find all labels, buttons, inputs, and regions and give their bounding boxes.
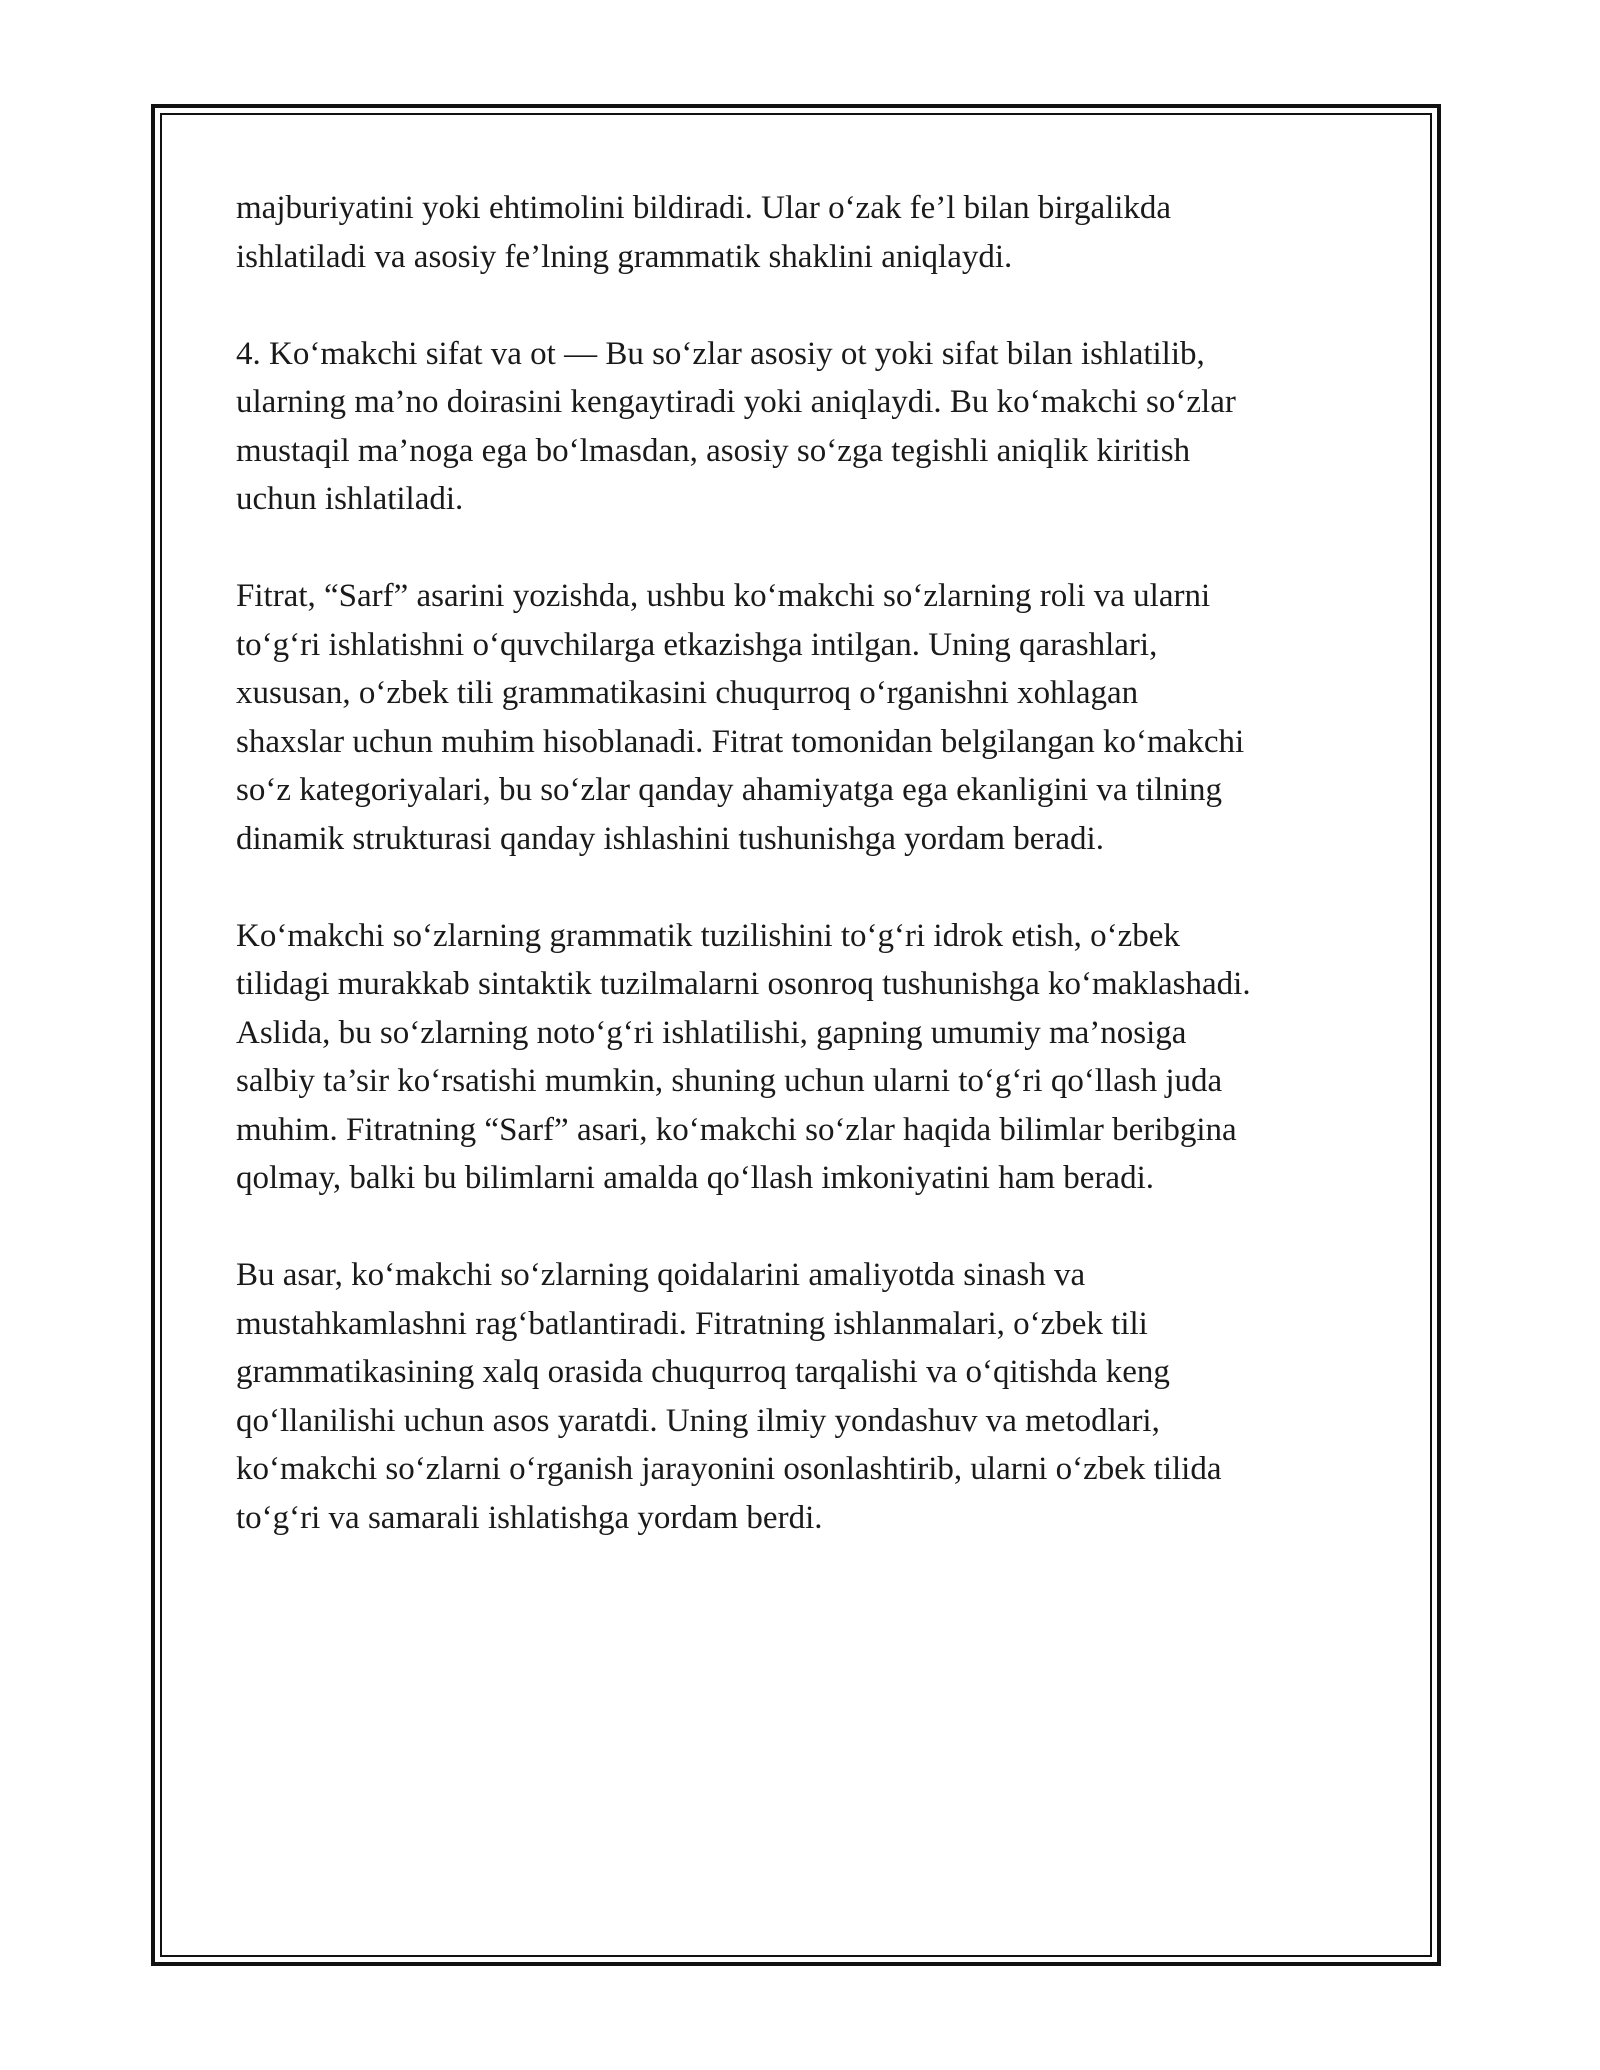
document-body xyxy=(236,184,1386,1591)
paragraph-modal-verbs-continuation: majburiyatini yoki ehtimolini bildiradi. Ular o‘zak fe’l bilan birgalikda ishlatiladi va asosiy fe’lning grammatik shaklini aniqlaydi. xyxy=(236,190,1172,275)
paragraph-grammatical-structure: Ko‘makchi so‘zlarning grammatik tuzilishini to‘g‘ri idrok etish, o‘zbek tilidagi murakkab sintaktik tuzilmalarni osonroq tushunishga ko‘maklashadi. Aslida, bu so‘zlarning noto‘g‘ri ishlatilishi, gapning umumiy ma’nosiga salbiy ta’sir ko‘rsatishi mumkin, shuning uchun ularni to‘g‘ri qo‘llash juda muhim. Fitratning “Sarf” asari, ko‘makchi so‘zlar haqida bilimlar beribgina qolmay, balki bu bilimlarni amalda qo‘llash imkoniyatini ham beradi. xyxy=(236,917,1251,1196)
paragraph-conclusion: Bu asar, ko‘makchi so‘zlarning qoidalarini amaliyotda sinash va mustahkamlashni rag‘batlantiradi. Fitratning ishlanmalari, o‘zbek tili grammatikasining xalq orasida chuqurroq tarqalishi va o‘qitishda keng qo‘llanilishi uchun asos yaratdi. Uning ilmiy yondashuv va metodlari, ko‘makchi so‘zlarni o‘rganish jarayonini osonlashtirib, ularni o‘zbek tilida to‘g‘ri va samarali ishlatishga yordam berdi. xyxy=(236,1257,1222,1536)
paragraph-auxiliary-adjective-noun: 4. Ko‘makchi sifat va ot — Bu so‘zlar asosiy ot yoki sifat bilan ishlatilib, ularning ma’no doirasini kengaytiradi yoki aniqlaydi. Bu ko‘makchi so‘zlar mustaqil ma’noga ega bo‘lmasdan, asosiy so‘zga tegishli aniqlik kiritish uchun ishlatiladi. xyxy=(236,335,1236,517)
paragraph-fitrat-sarf: Fitrat, “Sarf” asarini yozishda, ushbu ko‘makchi so‘zlarning roli va ularni to‘g‘ri ishlatishni o‘quvchilarga etkazishga intilgan. Uning qarashlari, xususan, o‘zbek tili grammatikasini chuqurroq o‘rganishni xohlagan shaxslar uchun muhim hisoblanadi. Fitrat tomonidan belgilangan ko‘makchi so‘z kategoriyalari, bu so‘zlar qanday ahamiyatga ega ekanligini va tilning dinamik strukturasi qanday ishlashini tushunishga yordam beradi. xyxy=(236,578,1245,857)
